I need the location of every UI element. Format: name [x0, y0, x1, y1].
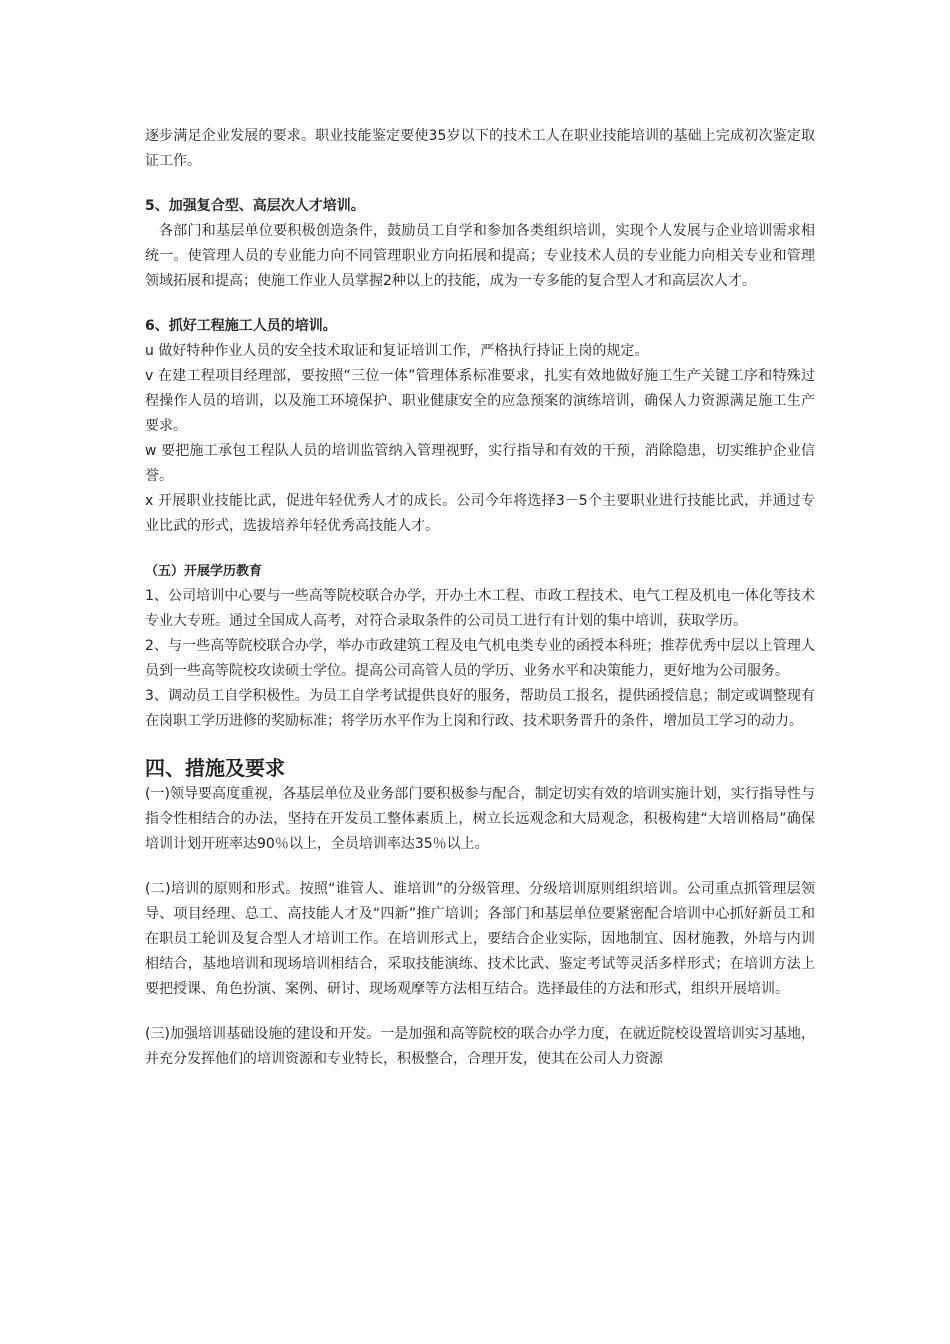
bullet-x: x 开展职业技能比武，促进年轻优秀人才的成长。公司今年将选择3－5个主要职业进行技能比武，并通过专业比武的形式，选拔培养年轻优秀高技能人才。 [145, 493, 815, 534]
paragraph-four-1: (一)领导要高度重视，各基层单位及业务部门要积极参与配合，制定切实有效的培训实施计划，实行指导性与指令性相结合的办法，坚持在开发员工整体素质上，树立长远观念和大局观念，积极构建“大培训格局”确保培训计划开班率达90％以上，全员培训率达35％以上。 [145, 786, 815, 852]
paragraph-five-1: 1、公司培训中心要与一些高等院校联合办学，开办土木工程、市政工程技术、电气工程及机电一体化等技术专业大专班。通过全国成人高考，对符合录取条件的公司员工进行有计划的集中培训，获取学历。 [145, 588, 815, 629]
paragraph-four-3: (三)加强培训基础设施的建设和开发。一是加强和高等院校的联合办学力度，在就近院校设置培训实习基地，并充分发挥他们的培训资源和专业特长，积极整合，合理开发，使其在公司人力资源 [145, 1026, 815, 1067]
subheading-five: （五）开展学历教育 [145, 564, 263, 579]
heading-item-6: 6、抓好工程施工人员的培训。 [145, 318, 337, 334]
paragraph-five-2: 2、与一些高等院校联合办学，举办市政建筑工程及电气机电类专业的函授本科班；推荐优秀中层以上管理人员到一些高等院校攻读硕士学位。提高公司高管人员的学历、业务水平和决策能力，更好地为公司服务。 [145, 638, 815, 679]
paragraph-item-5: 各部门和基层单位要积极创造条件，鼓励员工自学和参加各类组织培训，实现个人发展与企业培训需求相统一。使管理人员的专业能力向不同管理职业方向拓展和提高；专业技术人员的专业能力向相关专业和管理领域拓展和提高；使施工作业人员掌握2种以上的技能，成为一专多能的复合型人才和高层次人才。 [145, 223, 815, 289]
section-heading-four: 四、措施及要求 [145, 756, 285, 780]
document-page [145, 124, 815, 1072]
heading-item-5: 5、加强复合型、高层次人才培训。 [145, 198, 365, 214]
bullet-v: v 在建工程项目经理部，要按照“三位一体”管理体系标准要求，扎实有效地做好施工生产关键工序和特殊过程操作人员的培训，以及施工环境保护、职业健康安全的应急预案的演练培训，确保人力资源满足施工生产要求。 [145, 368, 815, 434]
intro-paragraph: 逐步满足企业发展的要求。职业技能鉴定要使35岁以下的技术工人在职业技能培训的基础上完成初次鉴定取证工作。 [145, 128, 815, 169]
bullet-u: u 做好特种作业人员的安全技术取证和复证培训工作，严格执行持证上岗的规定。 [145, 343, 649, 359]
paragraph-five-3: 3、调动员工自学积极性。为员工自学考试提供良好的服务，帮助员工报名，提供函授信息；制定或调整现有在岗职工学历进修的奖励标准；将学历水平作为上岗和行政、技术职务晋升的条件，增加员工学习的动力。 [145, 688, 815, 729]
bullet-w: w 要把施工承包工程队人员的培训监管纳入管理视野，实行指导和有效的干预，消除隐患，切实维护企业信誉。 [145, 443, 815, 484]
paragraph-four-2: (二)培训的原则和形式。按照“谁管人、谁培训”的分级管理、分级培训原则组织培训。公司重点抓管理层领导、项目经理、总工、高技能人才及“四新”推广培训；各部门和基层单位要紧密配合培训中心抓好新员工和在职员工轮训及复合型人才培训工作。在培训形式上，要结合企业实际，因地制宜、因材施教，外培与内训相结合，基地培训和现场培训相结合，采取技能演练、技术比武、鉴定考试等灵活多样形式；在培训方法上要把授课、角色扮演、案例、研讨、现场观摩等方法相互结合。选择最佳的方法和形式，组织开展培训。 [145, 881, 815, 997]
